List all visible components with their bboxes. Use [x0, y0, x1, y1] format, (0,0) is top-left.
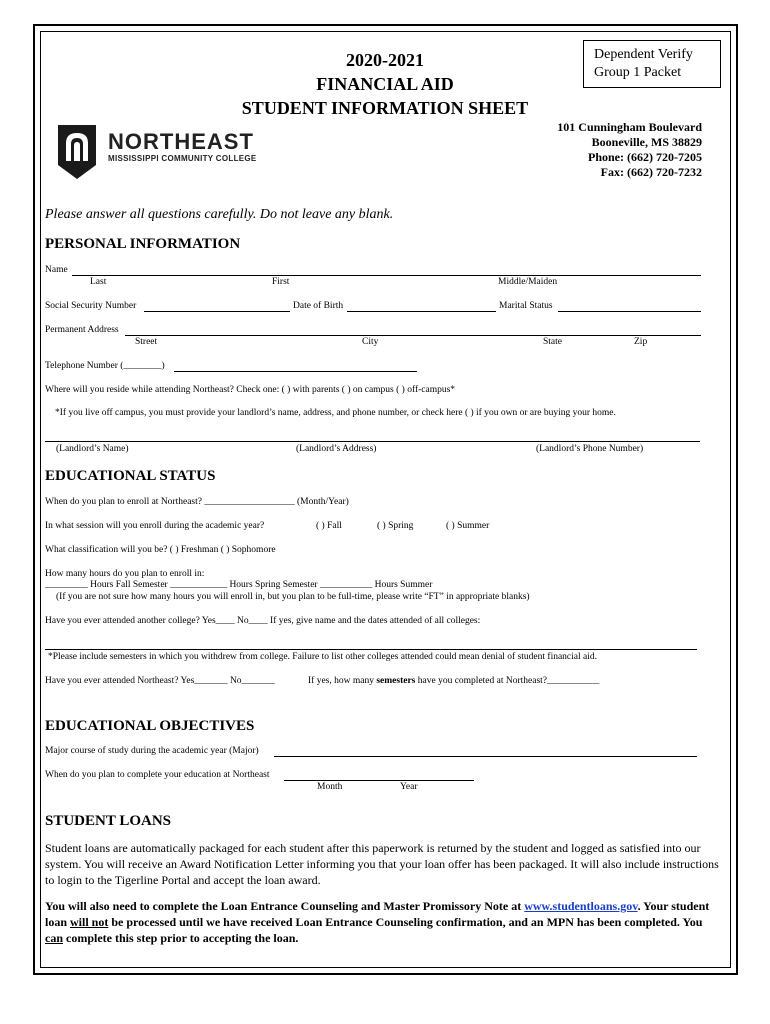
logo-name: NORTHEAST [108, 129, 254, 154]
spring-option[interactable]: ( ) Spring [377, 521, 414, 531]
landlord-name-label: (Landlord’s Name) [56, 444, 129, 454]
marital-field[interactable] [558, 302, 701, 312]
college-logo [58, 125, 288, 186]
dob-field[interactable] [347, 302, 496, 312]
state-label: State [543, 337, 562, 347]
marital-label: Marital Status [499, 301, 553, 311]
fax: Fax: (662) 720-7232 [600, 165, 702, 179]
landlord-phone-label: (Landlord’s Phone Number) [536, 444, 644, 454]
city-label: City [362, 337, 379, 347]
hours-fields[interactable]: _________ Hours Fall Semester ____________ Hours Spring Semester ___________ Hours Summer [45, 580, 433, 590]
major-field[interactable] [274, 747, 697, 757]
title-year: 2020-2021 [346, 50, 424, 70]
packet-box [583, 40, 721, 88]
year-label: Year [400, 782, 418, 792]
session-question: In what session will you enroll during the academic year? [45, 521, 265, 531]
instruction-text: Please answer all questions carefully. Do not leave any blank. [45, 207, 394, 222]
month-label: Month [317, 782, 343, 792]
ssn-label: Social Security Number [45, 301, 137, 311]
withdraw-note: *Please include semesters in which you withdrew from college. Failure to list other colleges attended could mean denial of student financial aid. [48, 652, 597, 662]
loans-paragraph-2: You will also need to complete the Loan Entrance Counseling and Master Promissory Note at www.studentloans.gov. Your student loan will not be processed until we have received Loan Entrance Counseling confirmation, and an MPN has been completed. You can complete this step prior to accepting the loan. [45, 899, 710, 945]
phone: Phone: (662) 720-7205 [588, 150, 702, 164]
telephone-label: Telephone Number (________) [45, 361, 165, 371]
logo-subtitle: MISSISSIPPI COMMUNITY COLLEGE [108, 154, 257, 163]
ssn-field[interactable] [144, 302, 290, 312]
telephone-field[interactable] [174, 362, 417, 372]
major-question: Major course of study during the academic year (Major) [45, 746, 259, 756]
name-label: Name [45, 265, 68, 275]
hours-note: (If you are not sure how many hours you will enroll in, but you plan to be full-time, please write “FT” in appropriate blanks) [56, 592, 530, 602]
enroll-question: When do you plan to enroll at Northeast? ___________________ (Month/Year) [45, 497, 349, 507]
loans-paragraph-1: Student loans are automatically packaged for each student after this paperwork is returned by the student and logged as satisfied into our system. You will receive an Award Notification Letter informing you that your loan offer has been packaged. It will also include instructions to login to the Tigerline Portal and accept the loan award. [45, 841, 719, 887]
loans-heading: STUDENT LOANS [45, 813, 172, 829]
last-label: Last [90, 277, 107, 287]
summer-option[interactable]: ( ) Summer [446, 521, 490, 531]
address-field[interactable] [125, 326, 701, 336]
other-college-field[interactable] [45, 640, 697, 650]
packet-line1: Dependent Verify [594, 47, 693, 62]
classification-question: What classification will you be? ( ) Freshman ( ) Sophomore [45, 545, 276, 555]
street-label: Street [135, 337, 158, 347]
dob-label: Date of Birth [293, 301, 344, 311]
first-label: First [272, 277, 290, 287]
offcampus-note: *If you live off campus, you must provide your landlord’s name, address, and phone number, or check here ( ) if you own or are buying your home. [55, 408, 616, 418]
landlord-address-label: (Landlord’s Address) [296, 444, 377, 454]
name-field[interactable] [72, 266, 701, 276]
northeast-question: Have you ever attended Northeast? Yes_______ No_______ [45, 676, 275, 686]
fall-option[interactable]: ( ) Fall [316, 521, 342, 531]
personal-heading: PERSONAL INFORMATION [45, 236, 241, 252]
address-label: Permanent Address [45, 325, 119, 335]
complete-field[interactable] [284, 771, 474, 781]
title-financial-aid: FINANCIAL AID [316, 74, 454, 94]
hours-question: How many hours do you plan to enroll in: [45, 569, 205, 579]
title-student-info: STUDENT INFORMATION SHEET [241, 98, 529, 118]
packet-line2: Group 1 Packet [594, 65, 682, 80]
studentloans-link[interactable]: www.studentloans.gov [524, 899, 638, 913]
landlord-field[interactable] [45, 432, 700, 442]
address-line1: 101 Cunningham Boulevard [557, 120, 702, 134]
reside-question: Where will you reside while attending Northeast? Check one: ( ) with parents ( ) on campus ( ) off-campus* [45, 385, 456, 395]
zip-label: Zip [634, 337, 648, 347]
semesters-question: If yes, how many semesters have you completed at Northeast?___________ [308, 676, 600, 686]
address-line2: Booneville, MS 38829 [591, 135, 702, 149]
objectives-heading: EDUCATIONAL OBJECTIVES [45, 718, 255, 734]
other-college-question: Have you ever attended another college? Yes____ No____ If yes, give name and the dates attended of all colleges: [45, 616, 481, 626]
educational-heading: EDUCATIONAL STATUS [45, 468, 216, 484]
complete-question: When do you plan to complete your education at Northeast [45, 770, 270, 780]
middle-label: Middle/Maiden [498, 277, 558, 287]
